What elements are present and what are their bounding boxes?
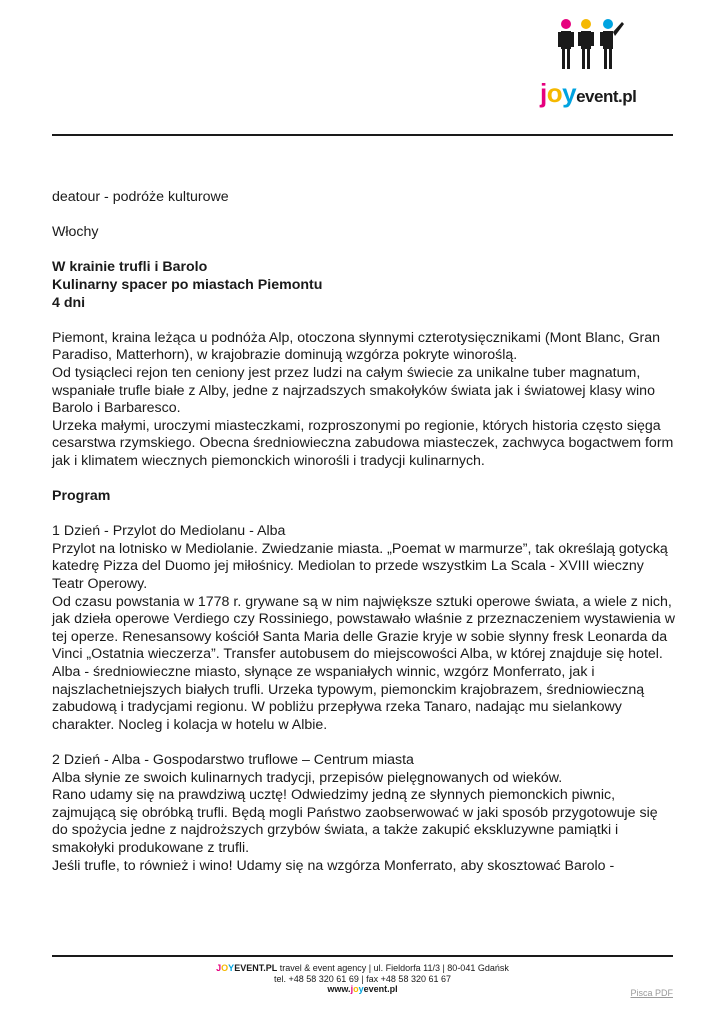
logo-letter-y: y xyxy=(562,78,577,108)
logo-letter-o: o xyxy=(546,78,563,108)
logo-wordmark xyxy=(540,78,636,109)
day-2-text: Jeśli trufle, to również i wino! Udamy się na wzgórza Monferrato, aby skosztować Barolo - xyxy=(52,857,615,874)
title-line-2: Kulinarny spacer po miastach Piemontu xyxy=(52,276,323,293)
doc-subtitle: deatour - podróże kulturowe xyxy=(52,189,229,205)
day-2-text: Alba słynie ze swoich kulinarnych tradycji, przepisów pielęgnowanych od wieków. xyxy=(52,769,563,786)
title-line-3: 4 dni xyxy=(52,294,86,311)
people-icon xyxy=(556,18,636,76)
intro-paragraph xyxy=(52,330,677,471)
footer-address: travel & event agency | ul. Fieldorfa 11/3 | 80-041 Gdańsk xyxy=(277,963,509,973)
website-y: y xyxy=(358,984,364,994)
website-j: j xyxy=(350,984,354,994)
footer-contact: tel. +48 58 320 61 69 | fax +48 58 320 61 67 xyxy=(274,973,451,984)
day-1-heading: 1 Dzień - Przylot do Mediolanu - Alba xyxy=(52,523,286,540)
intro-line: Urzeka małymi, uroczymi miasteczkami, rozproszonymi po regionie, których historia często sięga cesarstwa rzymskiego. Obecna średniowieczna zabudowa miasteczek, zachwyca bogactwem form jak i klimatem wiecznych piemonckich winorośli i tradycji kulinarnych. xyxy=(52,417,674,469)
footer-brand-rest: EVENT.PL xyxy=(234,963,278,973)
footer-brand-y: Y xyxy=(228,963,235,973)
footer xyxy=(0,963,725,995)
day-1-section xyxy=(52,523,677,734)
footer-brand xyxy=(216,963,277,973)
day-2-heading: 2 Dzień - Alba - Gospodarstwo truflowe – Centrum miasta xyxy=(52,752,414,768)
footer-divider xyxy=(52,955,673,957)
website-prefix: www. xyxy=(327,984,351,994)
document-body xyxy=(52,189,677,893)
doc-country: Włochy xyxy=(52,224,99,241)
footer-brand-o: O xyxy=(221,963,229,973)
footer-website[interactable] xyxy=(0,984,725,995)
logo-domain: event.pl xyxy=(576,87,637,106)
intro-line: Piemont, kraina leżąca u podnóża Alp, otoczona słynnymi czterotysięcznikami (Mont Blanc, Gran Paradiso, Matterhorn), w krajobrazie dominują wzgórza pokryte winoroślą. xyxy=(52,329,660,364)
day-1-text: Przylot na lotnisko w Mediolanie. Zwiedzanie miasta. „Poemat w marmurze”, tak określają gotycką katedrę Pizza del Duomo jej miłośnicy. Mediolan to przede wszystkim La Scala - XVIII wieczny Teatr Operowy. xyxy=(52,540,668,593)
website-suffix: event.pl xyxy=(363,984,398,994)
day-2-text: Rano udamy się na prawdziwą ucztę! Odwiedzimy jedną ze słynnych piemonckich piwnic, zajmującą się obróbką trufli. Będą mogli Państwo zaobserwować w jaki sposób przygotowuje się do spożycia jedne z najdroższych grzybów świata, a także zakupić ekskluzywne pamiątki i smakołyki produkowane z trufli. xyxy=(52,787,658,856)
pdf-generator-link[interactable]: Pisca PDF xyxy=(630,988,673,998)
footer-line-1 xyxy=(0,963,725,974)
day-2-section xyxy=(52,752,677,875)
program-heading: Program xyxy=(52,488,111,505)
title-line-1: W krainie trufli i Barolo xyxy=(52,259,208,276)
doc-title xyxy=(52,259,677,312)
footer-brand-j: J xyxy=(216,963,222,973)
logo-letter-j: j xyxy=(540,78,547,108)
website-o: o xyxy=(353,984,359,994)
day-1-text: Od czasu powstania w 1778 r. grywane są w nim największe sztuki operowe świata, a wiele z nich, jak dzieła operowe Verdiego czy Rossiniego, powstawało właśnie z przeznaczeniem wystawienia w tej operze. Renesansowy kościół Santa Maria delle Grazie kryje w sobie słynny fresk Leonarda da Vinci „Ostatnia wieczerza”. Transfer autobusem do miejscowości Alba, w której znajduje się hotel. Alba - średniowieczne miasto, słynące ze wspaniałych winnic, wzgórz Monferrato, jak i najszlachetniejszych białych trufli. Urzeka typowym, piemonckim krajobrazem, średniowieczną zabudową i tradycjami regionu. W pobliżu przepływa rzeka Tanaro, nadając mu sielankowy charakter. Nocleg i kolacja w hotelu w Albie. xyxy=(52,593,675,733)
brand-logo xyxy=(520,18,670,113)
intro-line: Od tysiącleci rejon ten ceniony jest przez ludzi na całym świecie za unikalne tuber magnatum, wspaniałe trufle białe z Alby, jedne z najrzadszych smakołyków świata jak i światowej klasy wino Barolo i Barbaresco. xyxy=(52,364,655,417)
header-divider xyxy=(52,134,673,136)
